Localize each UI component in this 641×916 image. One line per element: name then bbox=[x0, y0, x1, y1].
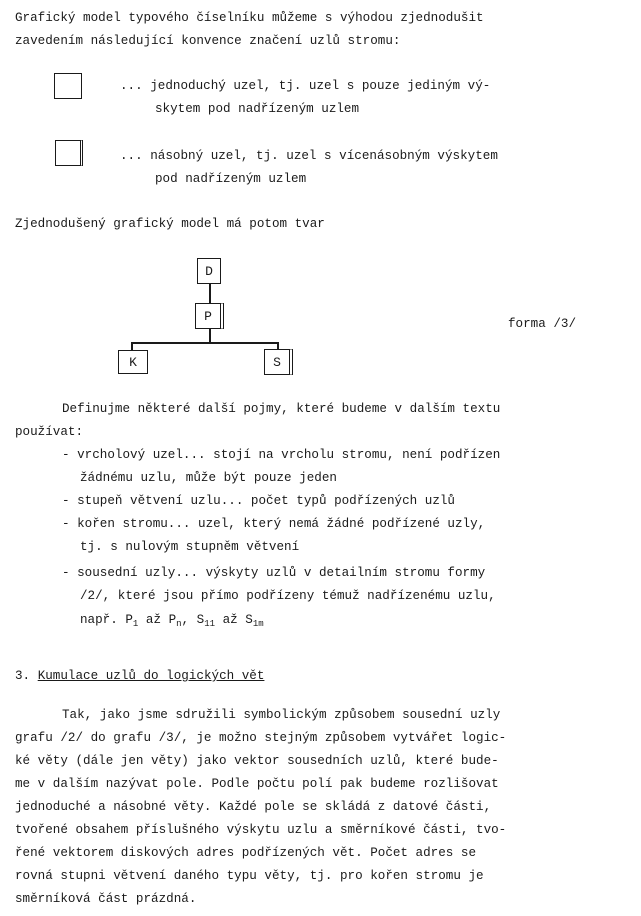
tree-node-right: S bbox=[264, 349, 293, 375]
definitions-intro-1: Definujme některé další pojmy, které budeme v dalším textu bbox=[62, 402, 501, 416]
example-p1: $P_1$ bbox=[125, 613, 139, 629]
multiple-node-desc-1: ... násobný uzel, tj. uzel s vícenásobným výskytem bbox=[120, 149, 498, 163]
example-pn: $P_n$ bbox=[168, 613, 182, 629]
tree-edge-left bbox=[131, 342, 133, 350]
simple-node-desc-1: ... jednoduchý uzel, tj. uzel s pouze jediným vý- bbox=[120, 79, 491, 93]
tree-edge-middle-bar bbox=[209, 329, 211, 343]
definitions-intro-2: používat: bbox=[15, 425, 84, 439]
tree-node-middle: P bbox=[195, 303, 224, 329]
definition-example bbox=[80, 612, 264, 632]
tree-edge-root-middle bbox=[209, 284, 211, 303]
multiple-node-symbol bbox=[55, 140, 83, 166]
tree-node-root: D bbox=[197, 258, 221, 284]
tree-node-left: K bbox=[118, 350, 148, 374]
example-sep: , bbox=[181, 613, 197, 627]
intro-line-2: zavedením následující konvence značení uzlů stromu: bbox=[15, 34, 401, 48]
example-s1m: $S_{1m}$ bbox=[245, 613, 264, 629]
section-heading bbox=[15, 668, 264, 684]
multiple-node-desc-2: pod nadřízeným uzlem bbox=[155, 172, 307, 186]
paragraph-line-4: me v dalším nazývat pole. Podle počtu polí pak budeme rozlišovat bbox=[15, 777, 499, 791]
example-mid-2: až bbox=[215, 613, 246, 627]
example-prefix: např. bbox=[80, 613, 126, 627]
paragraph-line-8: rovná stupni větvení daného typu věty, tj. pro kořen stromu je bbox=[15, 869, 484, 883]
paragraph-line-3: ké věty (dále jen věty) jako vektor sousedních uzlů, které bude- bbox=[15, 754, 499, 768]
definition-item-4-cont: /2/, které jsou přímo podřízeny témuž nadřízenému uzlu, bbox=[80, 589, 496, 603]
simple-node-desc-2: skytem pod nadřízeným uzlem bbox=[155, 102, 360, 116]
section-title: Kumulace uzlů do logických vět bbox=[37, 669, 265, 683]
tree-label: forma /3/ bbox=[508, 317, 577, 331]
definition-item-4: - sousední uzly... výskyty uzlů v detailním stromu formy bbox=[62, 566, 486, 580]
section-number: 3. bbox=[15, 669, 38, 683]
paragraph-line-6: tvořené obsahem příslušného výskytu uzlu a směrníkové části, tvo- bbox=[15, 823, 507, 837]
definition-item-1: - vrcholový uzel... stojí na vrcholu stromu, není podřízen bbox=[62, 448, 501, 462]
paragraph-line-1: Tak, jako jsme sdružili symbolickým způsobem sousední uzly bbox=[62, 708, 501, 722]
definition-item-3: - kořen stromu... uzel, který nemá žádné podřízené uzly, bbox=[62, 517, 486, 531]
paragraph-line-9: směrníková část prázdná. bbox=[15, 892, 197, 906]
simple-node-symbol bbox=[54, 73, 82, 99]
definition-item-1-cont: žádnému uzlu, může být pouze jeden bbox=[80, 471, 337, 485]
paragraph-line-2: grafu /2/ do grafu /3/, je možno stejným způsobem vytvářet logic- bbox=[15, 731, 507, 745]
definition-item-2: - stupeň větvení uzlu... počet typů podřízených uzlů bbox=[62, 494, 455, 508]
tree-horizontal-bar bbox=[131, 342, 279, 344]
example-mid-1: až bbox=[138, 613, 169, 627]
example-s11: $S_{11}$ bbox=[196, 613, 216, 629]
model-intro: Zjednodušený grafický model má potom tvar bbox=[15, 217, 325, 231]
paragraph-line-7: řené vektorem diskových adres podřízených vět. Počet adres se bbox=[15, 846, 477, 860]
paragraph-line-5: jednoduché a násobné věty. Každé pole se skládá z datové části, bbox=[15, 800, 492, 814]
intro-line-1: Grafický model typového číselníku můžeme s výhodou zjednodušit bbox=[15, 11, 484, 25]
definition-item-3-cont: tj. s nulovým stupněm větvení bbox=[80, 540, 300, 554]
